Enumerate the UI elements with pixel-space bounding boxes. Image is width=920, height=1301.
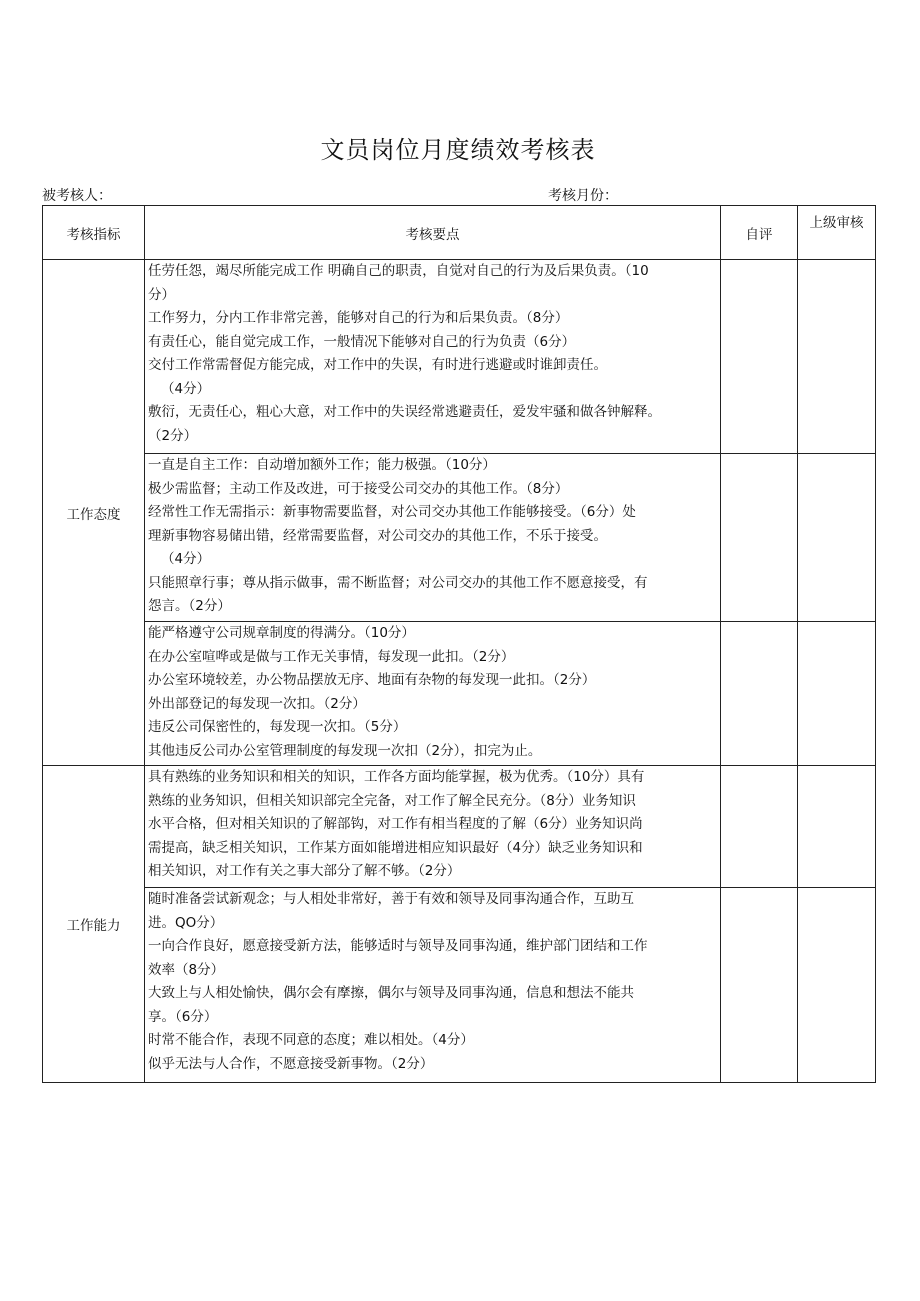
criteria-line: 任劳任怨，竭尽所能完成工作 明确自己的职责，自觉对自己的行为及后果负责。（10 xyxy=(148,263,649,279)
header-key-points: 考核要点 xyxy=(145,206,721,260)
self-score-cell[interactable] xyxy=(721,888,798,1083)
criteria-line: 随时准备尝试新观念；与人相处非常好，善于有效和领导及同事沟通合作，互助互 xyxy=(148,891,634,907)
header-indicator: 考核指标 xyxy=(43,206,145,260)
superior-score-cell[interactable] xyxy=(798,260,876,454)
criteria-line: 具有熟练的业务知识和相关的知识，工作各方面均能掌握，极为优秀。（10分）具有 xyxy=(148,769,645,785)
criteria-line: 水平合格，但对相关知识的了解部钩，对工作有相当程度的了解（6分）业务知识尚 xyxy=(148,816,643,832)
header-superior-review: 上级审核 xyxy=(798,206,876,260)
criteria-line: 有责任心，能自觉完成工作，一般情况下能够对自己的行为负责（6分） xyxy=(148,333,576,350)
criteria-responsibility xyxy=(145,260,721,454)
criteria-line: 办公室环境较差，办公物品摆放无序、地面有杂物的每发现一此扣。（2分） xyxy=(148,672,596,688)
examinee-label: 被考核人： xyxy=(42,188,112,204)
self-score-cell[interactable] xyxy=(721,260,798,454)
criteria-line: 违反公司保密性的，每发现一次扣。（5分） xyxy=(148,719,407,735)
criteria-line: 需提高，缺乏相关知识，工作某方面如能增进相应知识最好（4分）缺乏业务知识和 xyxy=(148,839,643,856)
criteria-line: 敷衍，无责任心，粗心大意，对工作中的失误经常逃避责任，爱发牢骚和做各钟解释。 xyxy=(148,404,661,420)
criteria-cooperation xyxy=(145,888,721,1083)
criteria-line: 经常性工作无需指示：新事物需要监督，对公司交办其他工作能够接受。（6分）处 xyxy=(148,504,636,520)
criteria-clip xyxy=(145,622,720,762)
criteria-line: 熟练的业务知识，但相关知识部完全完备，对工作了解全民充分。（8分）业务知识 xyxy=(148,792,636,809)
criteria-line: 交付工作常需督促方能完成，对工作中的失误，有时进行逃避或时谁卸责任。 xyxy=(148,357,607,373)
header-self-evaluation: 自评 xyxy=(721,206,798,260)
criteria-line: （4分） xyxy=(161,380,211,397)
criteria-initiative xyxy=(145,454,721,622)
page-title: 文员岗位月度绩效考核表 xyxy=(320,136,596,164)
self-score-cell[interactable] xyxy=(721,622,798,766)
table-row xyxy=(43,260,876,454)
criteria-line: 一直是自主工作：自动增加额外工作；能力极强。（10分） xyxy=(148,457,496,473)
criteria-line: 外出部登记的每发现一次扣。（2分） xyxy=(148,695,366,712)
assessment-month-label: 考核月份： xyxy=(548,188,618,204)
table-row xyxy=(43,622,876,766)
criteria-line: 分） xyxy=(148,286,175,303)
criteria-line: 相关知识，对工作有关之事大部分了解不够。（2分） xyxy=(148,863,461,879)
criteria-line: 只能照章行事；尊从指示做事，需不断监督；对公司交办的其他工作不愿意接受，有 xyxy=(148,574,648,591)
criteria-line: 工作努力，分内工作非常完善，能够对自己的行为和后果负责。（8分） xyxy=(148,310,569,326)
criteria-line: （4分） xyxy=(161,551,211,567)
assessment-table xyxy=(42,205,876,1083)
criteria-line: 享。（6分） xyxy=(148,1008,218,1025)
criteria-line: 大致上与人相处愉快，偶尔会有摩擦，偶尔与领导及同事沟通，信息和想法不能共 xyxy=(148,985,634,1001)
criteria-line: 极少需监督；主动工作及改进，可于接受公司交办的其他工作。（8分） xyxy=(148,480,569,497)
category-work-attitude: 工作态度 xyxy=(43,260,145,766)
superior-score-cell[interactable] xyxy=(798,454,876,622)
superior-score-cell[interactable] xyxy=(798,766,876,888)
superior-score-cell[interactable] xyxy=(798,622,876,766)
category-work-ability: 工作能力 xyxy=(43,766,145,1083)
table-row xyxy=(43,766,876,888)
criteria-line: 似乎无法与人合作，不愿意接受新事物。（2分） xyxy=(148,1055,434,1072)
self-score-cell[interactable] xyxy=(721,454,798,622)
criteria-line: 能严格遵守公司规章制度的得满分。（10分） xyxy=(148,625,415,641)
criteria-line: 进。QO分） xyxy=(148,914,224,931)
criteria-line: 其他违反公司办公室管理制度的每发现一次扣（2分），扣完为止。 xyxy=(148,742,542,759)
criteria-line: 怨言。（2分） xyxy=(148,598,231,614)
criteria-knowledge xyxy=(145,766,721,888)
table-row xyxy=(43,454,876,622)
criteria-line: 在办公室喧哗或是做与工作无关事情，每发现一此扣。（2分） xyxy=(148,648,515,665)
criteria-line: 效率（8分） xyxy=(148,961,225,978)
self-score-cell[interactable] xyxy=(721,766,798,888)
criteria-line: 时常不能合作，表现不同意的态度；难以相处。（4分） xyxy=(148,1032,474,1048)
table-row xyxy=(43,888,876,1083)
criteria-line: 一向合作良好，愿意接受新方法，能够适时与领导及同事沟通，维护部门团结和工作 xyxy=(148,938,648,954)
criteria-discipline xyxy=(145,622,721,766)
header-row xyxy=(43,206,876,260)
criteria-line: 理新事物容易储出错，经常需要监督，对公司交办的其他工作，不乐于接受。 xyxy=(148,527,607,544)
criteria-line: （2分） xyxy=(148,427,198,444)
superior-score-cell[interactable] xyxy=(798,888,876,1083)
